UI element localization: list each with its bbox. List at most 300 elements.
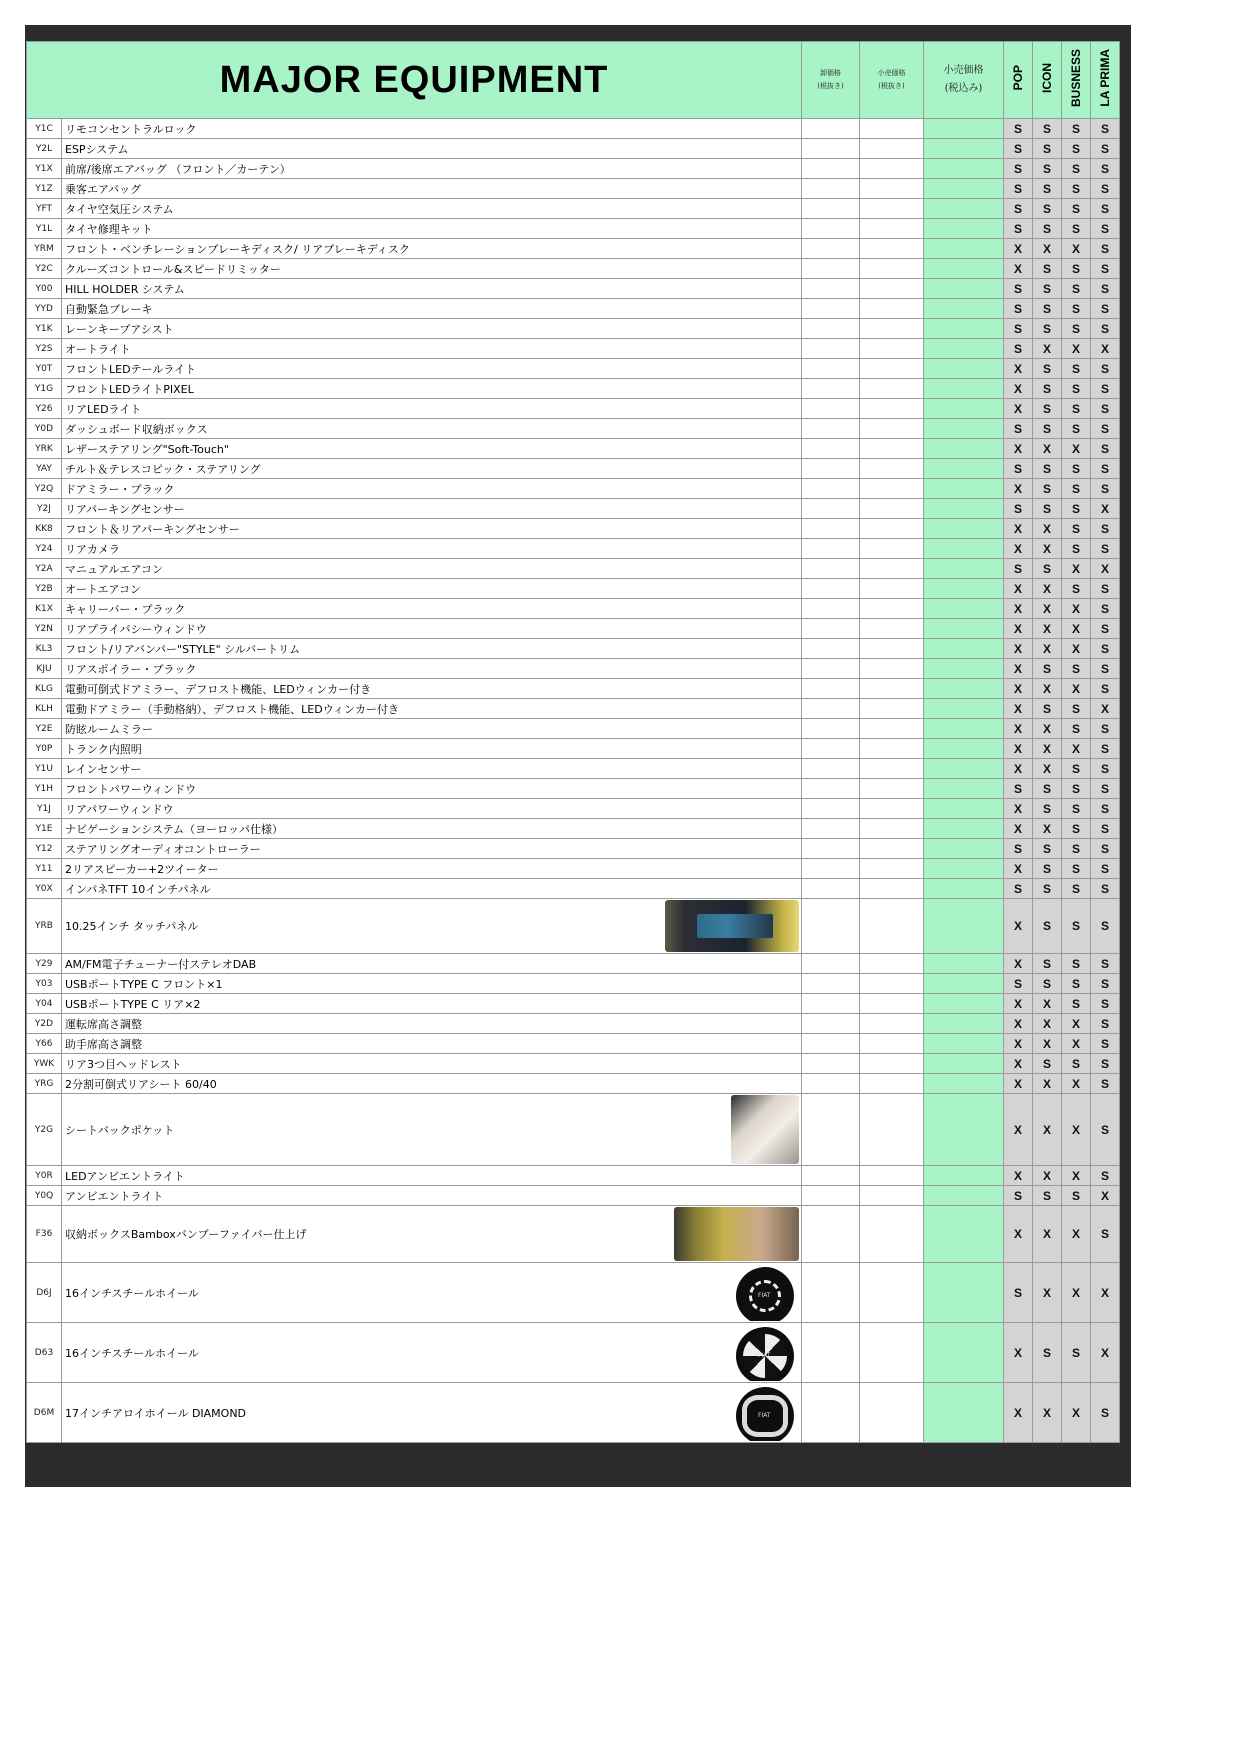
availability-business: S <box>1062 479 1091 499</box>
availability-pop: X <box>1004 619 1033 639</box>
equipment-name-cell <box>62 1034 802 1054</box>
equipment-name: 17インチアロイホイール DIAMOND <box>65 1406 247 1420</box>
availability-icon: S <box>1033 1054 1062 1074</box>
availability-la-prima: S <box>1091 879 1120 899</box>
option-code: Y2S <box>27 339 62 359</box>
equipment-name-cell <box>62 779 802 799</box>
wholesale-price-cell <box>802 159 860 179</box>
retail-price-incl-tax-cell <box>924 359 1004 379</box>
availability-icon: S <box>1033 479 1062 499</box>
equipment-name-cell <box>62 239 802 259</box>
option-code: Y04 <box>27 994 62 1014</box>
option-code: Y1X <box>27 159 62 179</box>
retail-price-excl-tax-cell <box>860 699 924 719</box>
availability-business: X <box>1062 1383 1091 1443</box>
retail-price-excl-tax-cell <box>860 319 924 339</box>
availability-business: S <box>1062 839 1091 859</box>
table-row <box>27 539 1120 559</box>
equipment-name-cell <box>62 1186 802 1206</box>
page-title: MAJOR EQUIPMENT <box>27 42 802 119</box>
equipment-name: リアパーキングセンサー <box>65 502 185 516</box>
table-row <box>27 659 1120 679</box>
table-row <box>27 1094 1120 1166</box>
availability-la-prima: S <box>1091 399 1120 419</box>
retail-price-excl-tax-cell <box>860 359 924 379</box>
availability-la-prima: S <box>1091 279 1120 299</box>
table-row <box>27 379 1120 399</box>
table-row <box>27 479 1120 499</box>
availability-icon: S <box>1033 219 1062 239</box>
availability-icon: S <box>1033 499 1062 519</box>
equipment-name-cell <box>62 739 802 759</box>
equipment-name: 16インチスチールホイール <box>65 1346 199 1360</box>
trim-header-pop: POP <box>1004 42 1033 119</box>
wholesale-price-cell <box>802 759 860 779</box>
availability-la-prima: S <box>1091 954 1120 974</box>
retail-price-incl-tax-cell <box>924 499 1004 519</box>
wholesale-price-cell <box>802 1323 860 1383</box>
availability-pop: S <box>1004 1186 1033 1206</box>
table-row <box>27 219 1120 239</box>
availability-business: S <box>1062 779 1091 799</box>
equipment-name-cell <box>62 1014 802 1034</box>
equipment-name: シートバックポケット <box>65 1123 175 1137</box>
equipment-name-cell <box>62 719 802 739</box>
retail-price-incl-tax-cell <box>924 739 1004 759</box>
equipment-name-cell <box>62 399 802 419</box>
equipment-name: アンビエントライト <box>65 1189 164 1203</box>
table-row <box>27 699 1120 719</box>
availability-pop: S <box>1004 419 1033 439</box>
equipment-name-cell <box>62 699 802 719</box>
availability-icon: S <box>1033 259 1062 279</box>
equipment-name-cell <box>62 1054 802 1074</box>
wholesale-price-cell <box>802 459 860 479</box>
equipment-name: 2リアスピーカー+2ツイーター <box>65 862 219 876</box>
availability-business: X <box>1062 1014 1091 1034</box>
availability-pop: S <box>1004 299 1033 319</box>
table-header-row <box>27 42 1120 119</box>
table-row <box>27 1263 1120 1323</box>
table-row <box>27 679 1120 699</box>
wholesale-price-cell <box>802 859 860 879</box>
wholesale-price-cell <box>802 779 860 799</box>
availability-la-prima: X <box>1091 699 1120 719</box>
wholesale-price-cell <box>802 954 860 974</box>
retail-price-excl-tax-cell <box>860 1206 924 1263</box>
equipment-name: フロントLEDライトPIXEL <box>65 382 194 396</box>
retail-price-excl-tax-cell <box>860 579 924 599</box>
retail-price-excl-tax-cell <box>860 179 924 199</box>
retail-price-excl-tax-cell <box>860 479 924 499</box>
availability-icon: X <box>1033 759 1062 779</box>
equipment-name: 2分割可倒式リアシート 60/40 <box>65 1077 217 1091</box>
availability-business: S <box>1062 819 1091 839</box>
equipment-name-cell <box>62 679 802 699</box>
availability-business: S <box>1062 279 1091 299</box>
table-row <box>27 779 1120 799</box>
availability-pop: X <box>1004 699 1033 719</box>
equipment-name: 乗客エアバッグ <box>65 182 142 196</box>
availability-icon: S <box>1033 119 1062 139</box>
availability-la-prima: S <box>1091 299 1120 319</box>
retail-price-excl-tax-cell <box>860 779 924 799</box>
availability-pop: S <box>1004 179 1033 199</box>
option-code: YRB <box>27 899 62 954</box>
bambox-storage-image <box>674 1207 799 1261</box>
availability-pop: S <box>1004 339 1033 359</box>
availability-icon: X <box>1033 519 1062 539</box>
table-row <box>27 439 1120 459</box>
availability-pop: X <box>1004 799 1033 819</box>
availability-icon: S <box>1033 1323 1062 1383</box>
table-row <box>27 159 1120 179</box>
availability-business: S <box>1062 139 1091 159</box>
equipment-name-cell <box>62 139 802 159</box>
availability-pop: X <box>1004 259 1033 279</box>
retail-price-incl-tax-cell <box>924 159 1004 179</box>
retail-price-excl-tax-cell <box>860 974 924 994</box>
equipment-name-cell <box>62 519 802 539</box>
availability-business: S <box>1062 219 1091 239</box>
availability-la-prima: S <box>1091 1074 1120 1094</box>
availability-pop: X <box>1004 439 1033 459</box>
availability-pop: S <box>1004 319 1033 339</box>
retail-price-incl-tax-cell <box>924 1186 1004 1206</box>
option-code: Y12 <box>27 839 62 859</box>
retail-price-incl-tax-cell <box>924 619 1004 639</box>
availability-la-prima: S <box>1091 974 1120 994</box>
equipment-name: リアスポイラー・ブラック <box>65 662 197 676</box>
availability-pop: X <box>1004 954 1033 974</box>
retail-price-excl-tax-cell <box>860 899 924 954</box>
option-code: Y0P <box>27 739 62 759</box>
equipment-name: 電動ドアミラー（手動格納）、デフロスト機能、LEDウィンカー付き <box>65 702 400 716</box>
retail-price-excl-tax-cell <box>860 159 924 179</box>
availability-pop: X <box>1004 659 1033 679</box>
wholesale-price-cell <box>802 699 860 719</box>
wholesale-price-cell <box>802 994 860 1014</box>
availability-business: S <box>1062 539 1091 559</box>
availability-business: S <box>1062 899 1091 954</box>
availability-la-prima: S <box>1091 619 1120 639</box>
availability-business: S <box>1062 419 1091 439</box>
equipment-name-cell <box>62 319 802 339</box>
equipment-name: USBポートTYPE C リア×2 <box>65 997 201 1011</box>
retail-price-incl-tax-cell <box>924 1206 1004 1263</box>
retail-price-incl-tax-cell <box>924 1323 1004 1383</box>
trim-header-business: BUSNESS <box>1062 42 1091 119</box>
option-code: D6M <box>27 1383 62 1443</box>
equipment-name-cell <box>62 839 802 859</box>
wholesale-price-cell <box>802 179 860 199</box>
availability-la-prima: S <box>1091 639 1120 659</box>
retail-price-incl-tax-cell <box>924 1166 1004 1186</box>
availability-pop: X <box>1004 579 1033 599</box>
table-row <box>27 1166 1120 1186</box>
availability-icon: S <box>1033 199 1062 219</box>
option-code: Y03 <box>27 974 62 994</box>
retail-price-incl-tax-cell <box>924 879 1004 899</box>
availability-icon: S <box>1033 379 1062 399</box>
availability-icon: X <box>1033 439 1062 459</box>
availability-la-prima: S <box>1091 159 1120 179</box>
wholesale-price-cell <box>802 599 860 619</box>
wholesale-price-cell <box>802 399 860 419</box>
retail-price-excl-tax-cell <box>860 839 924 859</box>
equipment-name: チルト＆テレスコピック・ステアリング <box>65 462 261 476</box>
availability-la-prima: S <box>1091 1054 1120 1074</box>
availability-business: X <box>1062 639 1091 659</box>
retail-price-excl-tax-cell <box>860 619 924 639</box>
retail-price-incl-tax-cell <box>924 579 1004 599</box>
availability-pop: S <box>1004 1263 1033 1323</box>
wholesale-price-cell <box>802 1094 860 1166</box>
equipment-name-cell <box>62 859 802 879</box>
availability-business: S <box>1062 359 1091 379</box>
table-row <box>27 139 1120 159</box>
retail-price-excl-tax-cell <box>860 299 924 319</box>
equipment-name: クルーズコントロール&スピードリミッター <box>65 262 281 276</box>
equipment-name-cell <box>62 759 802 779</box>
availability-pop: X <box>1004 1054 1033 1074</box>
option-code: K1X <box>27 599 62 619</box>
retail-price-incl-tax-cell <box>924 559 1004 579</box>
availability-la-prima: S <box>1091 579 1120 599</box>
retail-price-excl-tax-cell <box>860 199 924 219</box>
equipment-name-cell <box>62 799 802 819</box>
table-row <box>27 639 1120 659</box>
availability-la-prima: X <box>1091 339 1120 359</box>
availability-business: S <box>1062 379 1091 399</box>
availability-la-prima: S <box>1091 659 1120 679</box>
availability-icon: S <box>1033 319 1062 339</box>
retail-price-excl-tax-cell <box>860 1323 924 1383</box>
availability-pop: X <box>1004 1383 1033 1443</box>
availability-business: S <box>1062 659 1091 679</box>
availability-la-prima: S <box>1091 319 1120 339</box>
retail-price-excl-tax-cell <box>860 1186 924 1206</box>
wholesale-price-cell <box>802 319 860 339</box>
availability-pop: X <box>1004 359 1033 379</box>
retail-price-excl-tax-cell <box>860 139 924 159</box>
retail-price-incl-tax-cell <box>924 799 1004 819</box>
equipment-name: ドアミラー・ブラック <box>65 482 175 496</box>
equipment-name-cell <box>62 119 802 139</box>
option-code: Y2G <box>27 1094 62 1166</box>
retail-price-excl-tax-cell <box>860 119 924 139</box>
availability-la-prima: S <box>1091 459 1120 479</box>
availability-business: S <box>1062 1323 1091 1383</box>
retail-price-excl-tax-cell <box>860 1263 924 1323</box>
alloy-wheel-image <box>733 1384 799 1441</box>
retail-price-incl-tax-cell <box>924 839 1004 859</box>
option-code: Y24 <box>27 539 62 559</box>
table-row <box>27 519 1120 539</box>
retail-price-incl-tax-cell <box>924 479 1004 499</box>
wholesale-price-cell <box>802 539 860 559</box>
table-row <box>27 599 1120 619</box>
availability-business: S <box>1062 759 1091 779</box>
availability-la-prima: S <box>1091 539 1120 559</box>
availability-icon: X <box>1033 1014 1062 1034</box>
retail-price-excl-tax-cell <box>860 379 924 399</box>
retail-price-excl-tax-cell <box>860 279 924 299</box>
table-row <box>27 259 1120 279</box>
retail-price-excl-tax-cell <box>860 639 924 659</box>
availability-icon: S <box>1033 659 1062 679</box>
availability-icon: X <box>1033 1383 1062 1443</box>
equipment-name-cell <box>62 359 802 379</box>
equipment-name: 防眩ルームミラー <box>65 722 153 736</box>
availability-pop: X <box>1004 739 1033 759</box>
retail-price-excl-tax-cell <box>860 719 924 739</box>
availability-business: S <box>1062 299 1091 319</box>
availability-icon: S <box>1033 954 1062 974</box>
table-row <box>27 839 1120 859</box>
wholesale-price-cell <box>802 1383 860 1443</box>
wholesale-price-cell <box>802 299 860 319</box>
equipment-name: HILL HOLDER システム <box>65 282 185 296</box>
equipment-name-cell <box>62 659 802 679</box>
availability-business: S <box>1062 719 1091 739</box>
retail-price-incl-tax-cell <box>924 639 1004 659</box>
availability-la-prima: S <box>1091 219 1120 239</box>
equipment-name: リアカメラ <box>65 542 120 556</box>
availability-pop: X <box>1004 1323 1033 1383</box>
equipment-name-cell <box>62 559 802 579</box>
availability-business: X <box>1062 1074 1091 1094</box>
equipment-name-cell <box>62 619 802 639</box>
retail-price-excl-tax-cell <box>860 339 924 359</box>
availability-icon: S <box>1033 399 1062 419</box>
availability-business: S <box>1062 579 1091 599</box>
availability-pop: X <box>1004 239 1033 259</box>
retail-price-incl-tax-cell <box>924 1074 1004 1094</box>
retail-price-incl-tax-cell <box>924 219 1004 239</box>
equipment-name: レインセンサー <box>65 762 142 776</box>
equipment-name: レザーステアリング"Soft-Touch" <box>65 442 229 456</box>
equipment-name: USBポートTYPE C フロント×1 <box>65 977 223 991</box>
table-row <box>27 1054 1120 1074</box>
option-code: YRM <box>27 239 62 259</box>
availability-business: S <box>1062 974 1091 994</box>
availability-pop: S <box>1004 974 1033 994</box>
wholesale-price-header: 卸価格 (税抜き) <box>802 42 860 119</box>
availability-la-prima: S <box>1091 599 1120 619</box>
retail-price-incl-tax-cell <box>924 1383 1004 1443</box>
wholesale-price-cell <box>802 1034 860 1054</box>
retail-price-excl-tax-cell <box>860 539 924 559</box>
availability-icon: X <box>1033 994 1062 1014</box>
retail-price-excl-tax-cell <box>860 1074 924 1094</box>
availability-pop: X <box>1004 994 1033 1014</box>
wholesale-price-cell <box>802 499 860 519</box>
table-row <box>27 319 1120 339</box>
equipment-name-cell <box>62 199 802 219</box>
availability-business: S <box>1062 159 1091 179</box>
retail-price-excl-tax-cell <box>860 419 924 439</box>
retail-price-excl-tax-cell <box>860 759 924 779</box>
equipment-name: ステアリングオーディオコントローラー <box>65 842 261 856</box>
option-code: Y0T <box>27 359 62 379</box>
availability-la-prima: S <box>1091 419 1120 439</box>
retail-price-excl-tax-cell <box>860 499 924 519</box>
availability-business: S <box>1062 519 1091 539</box>
option-code: Y1E <box>27 819 62 839</box>
retail-price-incl-tax-cell <box>924 599 1004 619</box>
wholesale-price-cell <box>802 819 860 839</box>
equipment-name-cell <box>62 1074 802 1094</box>
availability-pop: X <box>1004 1094 1033 1166</box>
table-row <box>27 1323 1120 1383</box>
option-code: Y2A <box>27 559 62 579</box>
availability-icon: X <box>1033 1094 1062 1166</box>
retail-price-incl-tax-cell <box>924 439 1004 459</box>
option-code: Y0Q <box>27 1186 62 1206</box>
retail-price-incl-tax-cell <box>924 1034 1004 1054</box>
availability-pop: X <box>1004 479 1033 499</box>
wholesale-price-cell <box>802 1014 860 1034</box>
table-row <box>27 1014 1120 1034</box>
retail-price-incl-tax-cell <box>924 899 1004 954</box>
availability-business: X <box>1062 239 1091 259</box>
availability-business: X <box>1062 559 1091 579</box>
availability-business: S <box>1062 399 1091 419</box>
retail-price-excl-tax-cell <box>860 1014 924 1034</box>
availability-pop: S <box>1004 219 1033 239</box>
table-row <box>27 719 1120 739</box>
retail-price-incl-tax-cell <box>924 119 1004 139</box>
retail-price-incl-tax-cell <box>924 699 1004 719</box>
availability-icon: X <box>1033 819 1062 839</box>
availability-icon: X <box>1033 339 1062 359</box>
availability-la-prima: S <box>1091 739 1120 759</box>
equipment-name: AM/FM電子チューナー付ステレオDAB <box>65 957 257 971</box>
availability-icon: S <box>1033 459 1062 479</box>
retail-price-incl-tax-cell <box>924 179 1004 199</box>
equipment-name: ESPシステム <box>65 142 129 156</box>
option-code: Y26 <box>27 399 62 419</box>
equipment-name: フロントパワーウィンドウ <box>65 782 197 796</box>
sheet-bottom-bar <box>25 1448 1131 1487</box>
equipment-name: 10.25インチ タッチパネル <box>65 920 199 933</box>
equipment-name-cell <box>62 379 802 399</box>
availability-icon: S <box>1033 839 1062 859</box>
option-code: Y11 <box>27 859 62 879</box>
availability-business: X <box>1062 339 1091 359</box>
wholesale-price-cell <box>802 799 860 819</box>
table-row <box>27 739 1120 759</box>
availability-pop: X <box>1004 399 1033 419</box>
option-code: D6J <box>27 1263 62 1323</box>
option-code: YFT <box>27 199 62 219</box>
table-row <box>27 899 1120 954</box>
equipment-name-cell <box>62 994 802 1014</box>
option-code: Y2Q <box>27 479 62 499</box>
availability-icon: X <box>1033 1166 1062 1186</box>
wholesale-price-cell <box>802 219 860 239</box>
availability-la-prima: X <box>1091 559 1120 579</box>
option-code: Y29 <box>27 954 62 974</box>
retail-price-excl-tax-cell <box>860 994 924 1014</box>
equipment-name: フロント/リアバンパー"STYLE" シルバートリム <box>65 642 301 656</box>
availability-pop: X <box>1004 759 1033 779</box>
availability-la-prima: S <box>1091 1383 1120 1443</box>
equipment-name: タイヤ修理キット <box>65 222 153 236</box>
availability-business: X <box>1062 1206 1091 1263</box>
table-row <box>27 279 1120 299</box>
